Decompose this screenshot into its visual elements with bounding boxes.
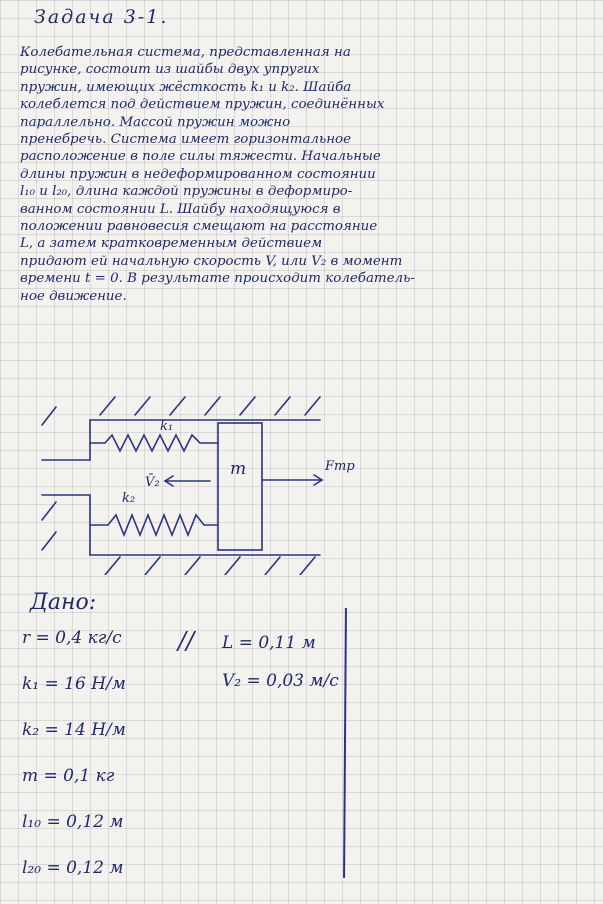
label-velocity: V̄₂: [145, 475, 160, 490]
hatch-line: [185, 557, 200, 575]
statement-line: Колебательная система, представленная на: [20, 45, 351, 60]
statement-line: параллельно. Массой пружин можно: [20, 114, 291, 130]
statement-line: l₁₀ и l₂₀, длина каждой пружины в деформиро-: [20, 184, 353, 200]
statement-line: колеблется под действием пружин, соединённых: [20, 97, 385, 113]
hatch-line: [225, 557, 240, 575]
label-mass: m: [230, 459, 247, 479]
hatch-line: [42, 532, 56, 550]
label-k1: k₁: [160, 419, 174, 434]
given-value: r = 0,4 кг/с: [22, 628, 122, 648]
problem-title: Задача 3-1.: [34, 6, 169, 28]
statement-line: длины пружин в недеформированном состоянии: [20, 166, 376, 182]
left-wall-lower: [42, 495, 90, 555]
given-value: L = 0,11 м: [222, 633, 316, 653]
hatch-line: [265, 557, 280, 575]
hatch-line: [300, 557, 315, 575]
given-value: l₁₀ = 0,12 м: [22, 812, 124, 832]
statement-line: пренебречь. Система имеет горизонтальное: [20, 132, 352, 148]
given-value: V₂ = 0,03 м/с: [222, 671, 339, 691]
left-wall-upper: [42, 420, 90, 460]
spring-mass-diagram: [30, 385, 360, 579]
spring-k2: [90, 515, 218, 535]
hatch-line: [135, 397, 150, 415]
hatch-line: [240, 397, 255, 415]
statement-line: L, а затем кратковременным действием: [20, 236, 323, 252]
hatch-line: [100, 397, 115, 415]
label-k2: k₂: [122, 491, 136, 506]
given-value: k₂ = 14 Н/м: [22, 720, 126, 740]
hatch-line: [170, 397, 185, 415]
hatch-line: [105, 557, 120, 575]
mass-block: [218, 423, 262, 550]
given-value: l₂₀ = 0,12 м: [22, 858, 124, 878]
statement-line: рисунке, состоит из шайбы двух упругих: [20, 62, 320, 78]
statement-line: ное движение.: [20, 288, 127, 304]
label-force: Fтр: [325, 459, 355, 474]
statement-line: придают ей начальную скорость V, или V₂ в момент: [20, 253, 403, 269]
divider-mark: //: [178, 627, 195, 655]
hatch-line: [205, 397, 220, 415]
hatch-line: [42, 407, 56, 425]
problem-statement: [20, 44, 590, 305]
given-values-left: [22, 628, 182, 904]
diagram-svg: [30, 385, 360, 575]
statement-line: ванном состоянии L. Шайбу находящуюся в: [20, 201, 341, 217]
spring-k1: [90, 435, 218, 451]
given-value: m = 0,1 кг: [22, 766, 115, 786]
given-value: k₁ = 16 Н/м: [22, 674, 126, 694]
hatch-line: [145, 557, 160, 575]
given-values-right: [222, 633, 422, 709]
given-title: Дано:: [30, 590, 97, 615]
hatch-line: [42, 502, 56, 520]
hatch-line: [305, 397, 320, 415]
hatch-line: [275, 397, 290, 415]
statement-line: положении равновесия смещают на расстояние: [20, 219, 378, 235]
statement-line: расположение в поле силы тяжести. Начальные: [20, 149, 381, 165]
statement-line: времени t = 0. В результате происходит колебатель-: [20, 271, 415, 287]
statement-line: пружин, имеющих жёсткость k₁ и k₂. Шайба: [20, 79, 352, 95]
